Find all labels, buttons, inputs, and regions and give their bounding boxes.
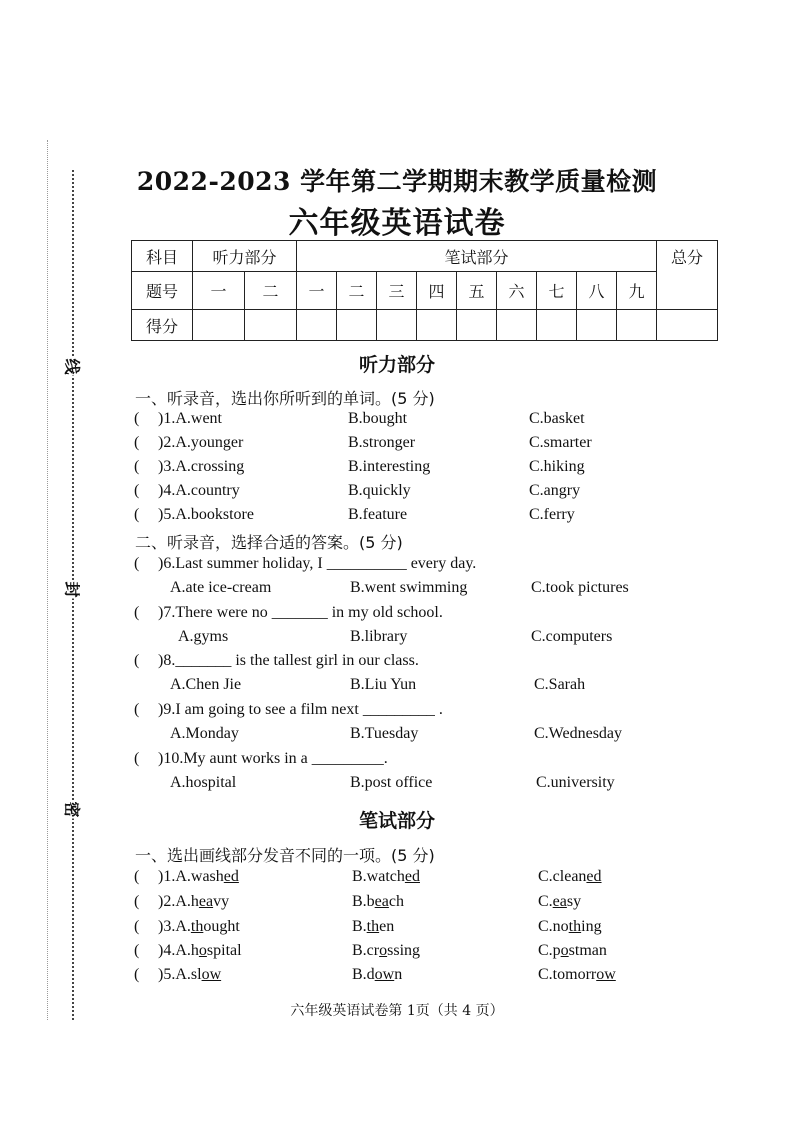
option-c — [538, 942, 607, 960]
option-text: spital — [206, 942, 242, 959]
option-a: A.gyms — [178, 628, 229, 645]
cell-question-number-label: 题号 — [132, 272, 193, 310]
option-text: )1.A.wash — [158, 868, 224, 885]
score-box[interactable] — [377, 310, 417, 341]
answer-paren[interactable]: ( — [134, 652, 140, 669]
cell-score-label: 得分 — [132, 310, 193, 341]
underlined-part: ea — [374, 893, 389, 910]
writing-section-title: 笔试部分 — [358, 810, 435, 832]
page-footer: 六年级英语试卷第 1页（共 4 页） — [290, 1003, 504, 1019]
score-box[interactable] — [497, 310, 537, 341]
answer-paren[interactable]: ( — [134, 458, 140, 475]
option-b — [352, 893, 404, 911]
score-box[interactable] — [457, 310, 497, 341]
score-table — [131, 240, 718, 341]
option-a: A.hospital — [170, 774, 237, 791]
writing-part1-heading: 一、选出画线部分发音不同的一项。(5 分) — [135, 846, 435, 865]
binding-mark-mi: 密 — [62, 801, 85, 819]
question-stem: )8._______ is the tallest girl in our class. — [158, 652, 419, 669]
question-stem-row — [0, 750, 794, 774]
score-table-score-row — [132, 310, 718, 341]
option-a — [158, 893, 229, 911]
option-text: ought — [203, 918, 240, 935]
question-row — [0, 942, 794, 966]
question-row — [0, 918, 794, 942]
option-b: B.interesting — [348, 458, 431, 475]
question-row — [0, 893, 794, 917]
cell-writing-num: 四 — [417, 272, 457, 310]
underlined-part: ea — [552, 893, 567, 910]
answer-paren[interactable]: ( — [134, 918, 140, 935]
option-a: )1.A.went — [158, 410, 222, 427]
cell-writing-num: 一 — [297, 272, 337, 310]
answer-paren[interactable]: ( — [134, 868, 140, 885]
option-b — [352, 966, 402, 984]
option-c: C.Wednesday — [534, 725, 623, 742]
question-row — [0, 506, 794, 530]
question-stem-row — [0, 701, 794, 725]
score-box[interactable] — [193, 310, 245, 341]
underlined-part: th — [568, 918, 582, 935]
answer-paren[interactable]: ( — [134, 482, 140, 499]
option-a — [158, 868, 239, 886]
options-row — [0, 725, 794, 749]
score-box[interactable] — [617, 310, 657, 341]
option-c: C.hiking — [529, 458, 585, 475]
answer-paren[interactable]: ( — [134, 893, 140, 910]
question-stem: )10.My aunt works in a _________. — [158, 750, 388, 767]
exam-title: 2022-2023 学年第二学期期末教学质量检测 — [136, 167, 658, 196]
option-b: B.quickly — [348, 482, 411, 499]
option-text: stman — [568, 942, 607, 959]
option-a: )3.A.crossing — [158, 458, 245, 475]
cell-writing-num: 八 — [577, 272, 617, 310]
options-row — [0, 579, 794, 603]
option-b — [352, 942, 420, 960]
answer-paren[interactable]: ( — [134, 410, 140, 427]
cell-writing-num: 六 — [497, 272, 537, 310]
cell-listening-num: 一 — [193, 272, 245, 310]
answer-paren[interactable]: ( — [134, 701, 140, 718]
option-b: B.post office — [350, 774, 433, 791]
option-text: en — [379, 918, 395, 935]
listening-section-title: 听力部分 — [358, 354, 435, 376]
answer-paren[interactable]: ( — [134, 434, 140, 451]
option-text: )5.A.sl — [158, 966, 202, 983]
underlined-part: ed — [223, 868, 239, 885]
option-a: )2.A.younger — [158, 434, 244, 451]
cell-writing-num: 七 — [537, 272, 577, 310]
question-stem-row — [0, 555, 794, 579]
option-text: B.watch — [352, 868, 405, 885]
option-text: C.tomorr — [538, 966, 597, 983]
score-box[interactable] — [337, 310, 377, 341]
option-c — [538, 966, 616, 984]
score-box[interactable] — [245, 310, 297, 341]
score-box[interactable] — [417, 310, 457, 341]
underlined-part: th — [190, 918, 204, 935]
option-c — [538, 893, 581, 911]
question-stem: )7.There were no _______ in my old school. — [158, 604, 443, 621]
option-c: C.angry — [529, 482, 581, 499]
option-text: B. — [352, 918, 367, 935]
option-text: C.no — [538, 918, 569, 935]
underlined-part: ed — [404, 868, 420, 885]
option-text: n — [394, 966, 403, 983]
score-box[interactable] — [537, 310, 577, 341]
question-stem: )9.I am going to see a film next _________ . — [158, 701, 443, 718]
total-score-box[interactable] — [657, 310, 718, 341]
option-text: sy — [566, 893, 582, 910]
option-text: )2.A.h — [158, 893, 199, 910]
option-b: B.went swimming — [350, 579, 468, 596]
option-text: B.cr — [352, 942, 380, 959]
underlined-part: o — [198, 942, 207, 959]
question-row — [0, 868, 794, 892]
answer-paren[interactable]: ( — [134, 506, 140, 523]
score-table-number-row — [132, 272, 718, 310]
underlined-part: o — [379, 942, 388, 959]
listening-part1-heading: 一、听录音，选出你所听到的单词。(5 分) — [135, 389, 435, 408]
cell-total: 总分 — [657, 241, 718, 310]
underlined-part: ow — [201, 966, 222, 983]
option-c: C.Sarah — [534, 676, 586, 693]
binding-mark-feng: 封 — [62, 581, 85, 599]
cell-writing-num: 三 — [377, 272, 417, 310]
option-c: C.basket — [529, 410, 585, 427]
underlined-part: ow — [596, 966, 616, 983]
option-text: C.clean — [538, 868, 587, 885]
answer-paren[interactable]: ( — [134, 750, 140, 767]
option-text: vy — [213, 893, 230, 910]
option-a: A.ate ice-cream — [170, 579, 272, 596]
option-c — [538, 868, 602, 886]
option-a — [158, 966, 221, 984]
answer-paren[interactable]: ( — [134, 942, 140, 959]
option-a: )4.A.country — [158, 482, 240, 499]
score-box[interactable] — [577, 310, 617, 341]
answer-paren[interactable]: ( — [134, 555, 140, 572]
option-a — [158, 918, 240, 936]
question-row — [0, 482, 794, 506]
option-c: C.smarter — [529, 434, 592, 451]
option-b: B.Liu Yun — [350, 676, 417, 693]
underlined-part: ea — [198, 893, 214, 910]
option-a: A.Chen Jie — [170, 676, 242, 693]
underlined-part: o — [560, 942, 569, 959]
answer-paren[interactable]: ( — [134, 604, 140, 621]
option-a — [158, 942, 242, 960]
question-stem-row — [0, 652, 794, 676]
underlined-part: ow — [374, 966, 395, 983]
option-text: ing — [581, 918, 602, 935]
option-text: B.b — [352, 893, 375, 910]
question-stem: )6.Last summer holiday, I __________ every day. — [158, 555, 477, 572]
underlined-part: ed — [586, 868, 602, 885]
option-b — [352, 868, 420, 886]
question-row — [0, 458, 794, 482]
cell-writing-num: 五 — [457, 272, 497, 310]
score-box[interactable] — [297, 310, 337, 341]
option-b: B.stronger — [348, 434, 416, 451]
cell-listening: 听力部分 — [193, 241, 297, 272]
exam-subtitle: 六年级英语试卷 — [288, 206, 506, 241]
option-text: C. — [538, 893, 553, 910]
question-stem-row — [0, 604, 794, 628]
option-b: B.library — [350, 628, 408, 645]
option-b: B.bought — [348, 410, 408, 427]
cell-writing-num: 二 — [337, 272, 377, 310]
question-row — [0, 434, 794, 458]
cell-listening-num: 二 — [245, 272, 297, 310]
binding-mark-xian: 线 — [62, 358, 85, 376]
option-b: B.Tuesday — [350, 725, 419, 742]
option-b: B.feature — [348, 506, 408, 523]
listening-part2-heading: 二、听录音，选择合适的答案。(5 分) — [135, 533, 403, 552]
question-row — [0, 410, 794, 434]
option-b — [352, 918, 394, 936]
score-table-header-row — [132, 241, 718, 272]
option-text: )4.A.h — [158, 942, 199, 959]
option-text: B.d — [352, 966, 375, 983]
option-c: C.ferry — [529, 506, 575, 523]
option-text: )3.A. — [158, 918, 191, 935]
option-c: C.took pictures — [531, 579, 629, 596]
options-row — [0, 676, 794, 700]
option-text: ch — [388, 893, 404, 910]
answer-paren[interactable]: ( — [134, 966, 140, 983]
cell-subject: 科目 — [132, 241, 193, 272]
underlined-part: th — [366, 918, 380, 935]
cell-writing: 笔试部分 — [297, 241, 657, 272]
options-row — [0, 628, 794, 652]
options-row — [0, 774, 794, 798]
option-c — [538, 918, 602, 936]
option-text: C.p — [538, 942, 561, 959]
option-a: A.Monday — [170, 725, 239, 742]
option-a: )5.A.bookstore — [158, 506, 254, 523]
question-row — [0, 966, 794, 990]
option-text: ssing — [387, 942, 421, 959]
option-c: C.computers — [531, 628, 613, 645]
cell-writing-num: 九 — [617, 272, 657, 310]
option-c: C.university — [536, 774, 615, 791]
